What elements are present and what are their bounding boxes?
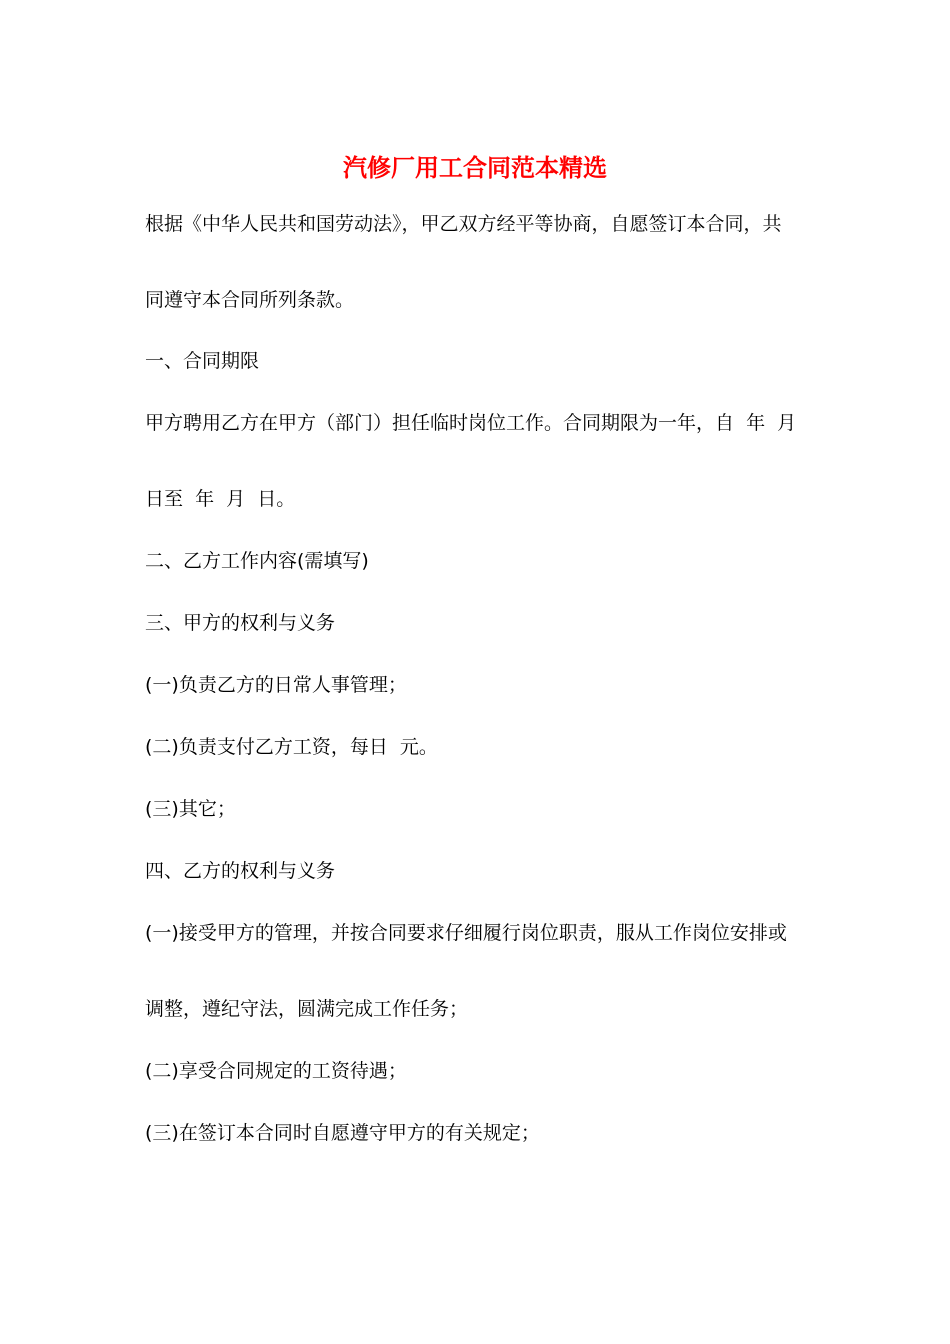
paragraph-intro-line-2: 同遵守本合同所列条款。: [145, 289, 355, 311]
list-item-party-b-1-line-1: (一)接受甲方的管理，并按合同要求仔细履行岗位职责，服从工作岗位安排或: [145, 922, 787, 944]
section-heading-work-content: 二、乙方工作内容(需填写): [145, 550, 369, 572]
list-item-party-a-3: (三)其它；: [145, 798, 236, 820]
document-title: 汽修厂用工合同范本精选: [343, 153, 607, 182]
list-item-party-a-1: (一)负责乙方的日常人事管理；: [145, 674, 407, 696]
section-heading-contract-term: 一、合同期限: [145, 350, 260, 372]
section-heading-party-b-rights: 四、乙方的权利与义务: [145, 860, 336, 882]
section-heading-party-a-rights: 三、甲方的权利与义务: [145, 612, 336, 634]
list-item-party-b-2: (二)享受合同规定的工资待遇；: [145, 1060, 407, 1082]
paragraph-term-line-1: 甲方聘用乙方在甲方（部门）担任临时岗位工作。合同期限为一年，自 年 月: [145, 412, 797, 434]
paragraph-term-line-2: 日至 年 月 日。: [145, 488, 296, 510]
list-item-party-b-1-line-2: 调整，遵纪守法，圆满完成工作任务；: [145, 998, 469, 1020]
list-item-party-b-3: (三)在签订本合同时自愿遵守甲方的有关规定；: [145, 1122, 540, 1144]
paragraph-intro-line-1: 根据《中华人民共和国劳动法》，甲乙双方经平等协商，自愿签订本合同，共: [145, 213, 782, 235]
list-item-party-a-2: (二)负责支付乙方工资，每日 元。: [145, 736, 438, 758]
